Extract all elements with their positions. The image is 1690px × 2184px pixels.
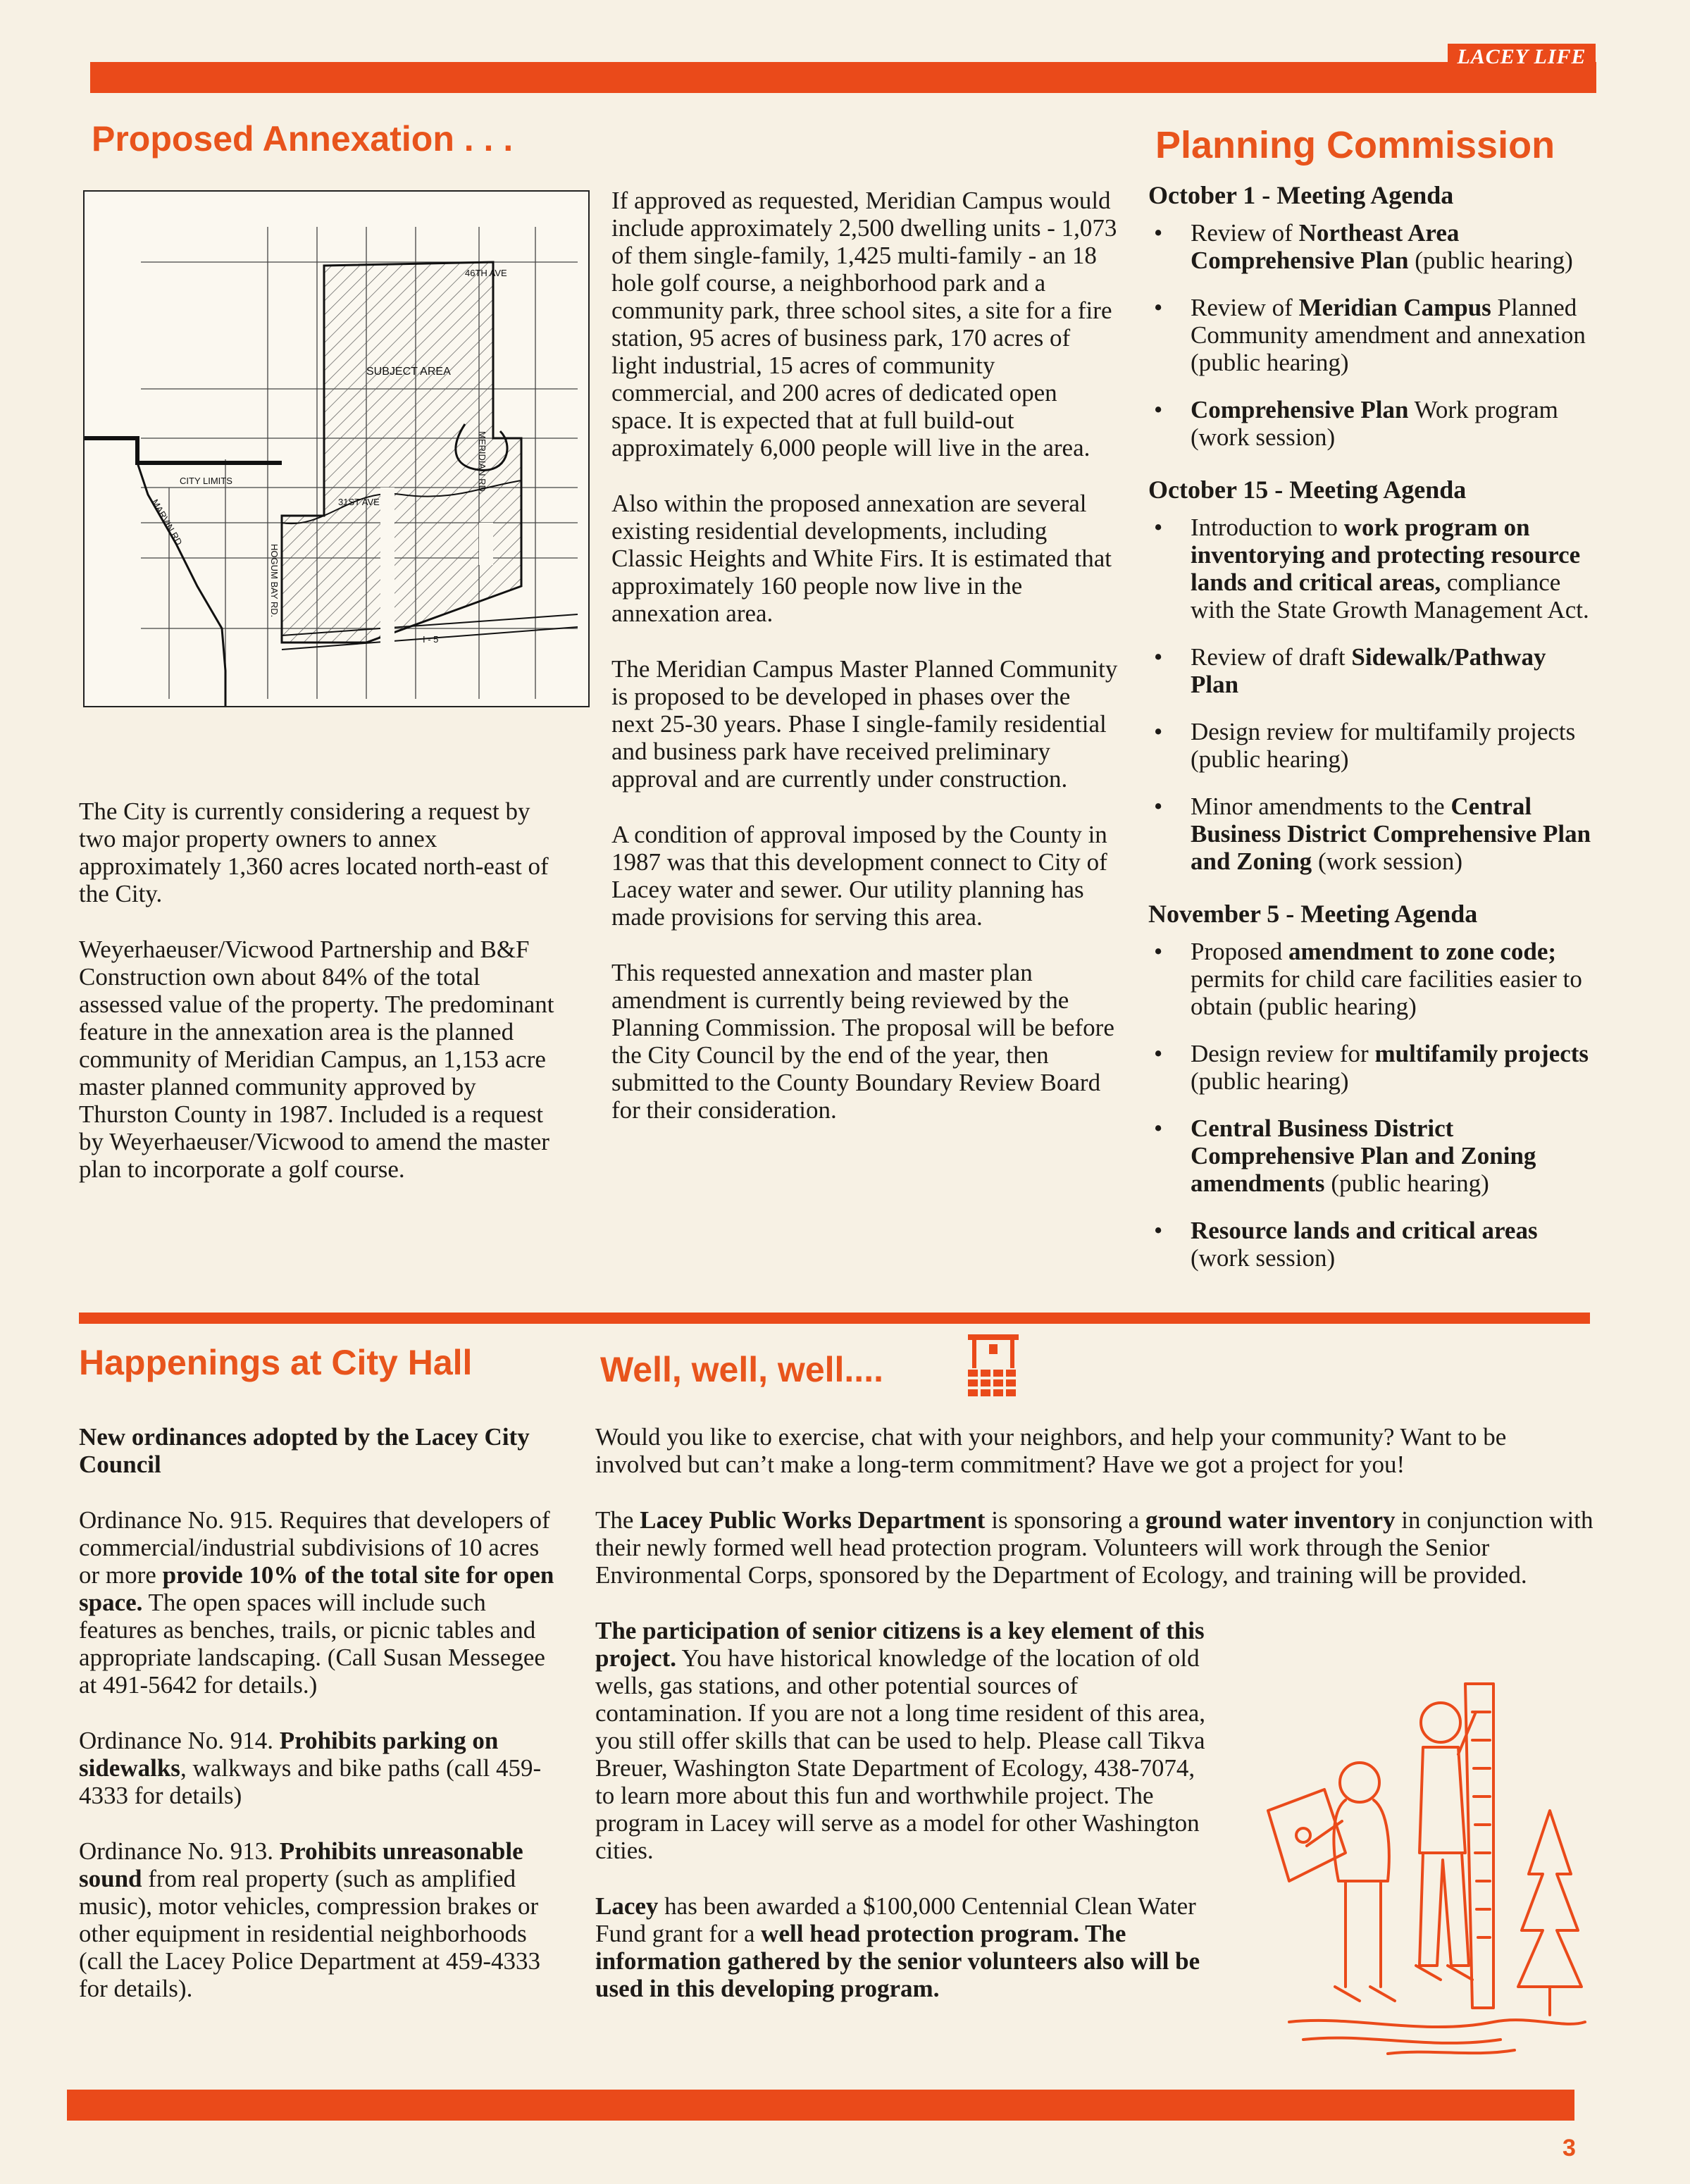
agenda-item-topic: work program on inventorying and protecting resource lands and critical areas,	[1191, 514, 1581, 596]
map-label-46th: 46TH AVE	[465, 268, 507, 278]
annexation-title: Proposed Annexation . . .	[92, 119, 514, 159]
agenda-item-note: compliance with the State Growth Management Act.	[1191, 569, 1589, 623]
agenda-item-topic: Central Business District Comprehensive Plan and Zoning	[1191, 793, 1591, 875]
ordinance-913	[79, 1837, 565, 2002]
ordinance-914-details: , walkways and bike paths (call 459-4333 for details)	[79, 1754, 542, 1809]
annexation-paragraph-4: Also within the proposed annexation are several existing residential developments, including Classic Heights and White Firs. It is estimated that approximately 160 people now live in the annexation area.	[611, 490, 1112, 627]
annexation-paragraph-2: Weyerhaeuser/Vicwood Partnership and B&F Construction own about 84% of the total assessed value of the property. The predominant feature in the annexation area is the planned community of Meridian Campus, an 1,153 acre master planned community approved by Thurston County in 1987. Included is a request by Weyerhaeuser/Vicwood to amend the master plan to incorporate a golf course.	[79, 936, 554, 1183]
annexation-middle-column	[611, 187, 1119, 1152]
ordinance-915	[79, 1506, 565, 1699]
annexation-left-column	[79, 798, 565, 1211]
well-p4-c: well head protection program. The information gathered by the senior volunteers also will be used in this developing program.	[595, 1920, 1200, 2002]
agenda-item-lead: Proposed	[1191, 938, 1289, 965]
agenda-item-lead: Review of	[1191, 294, 1299, 321]
agenda-item-lead: Design review for multifamily projects	[1191, 718, 1576, 745]
ordinance-914-emphasis: Prohibits parking on sidewalks	[79, 1727, 499, 1782]
map-label-hogum: HOGUM BAY RD.	[269, 544, 280, 618]
october-15-title: October 15 - Meeting Agenda	[1148, 476, 1467, 504]
october-1-list	[1148, 219, 1592, 451]
map-label-marvin: MARVIN RD.	[149, 497, 186, 550]
well-p4-b: has been awarded a $100,000 Centennial Clean Water Fund grant for a	[595, 1892, 1196, 1947]
annexation-paragraph-7: This requested annexation and master plan amendment is currently being reviewed by the Planning Commission. The proposal will be before the City Council by the end of the year, then submitted to the County Boundary Review Board for their consideration.	[611, 959, 1114, 1124]
agenda-item-topic: Sidewalk/Pathway Plan	[1191, 643, 1546, 698]
well-paragraph-4	[595, 1892, 1215, 2002]
agenda-item-note: (public hearing)	[1191, 745, 1349, 773]
agenda-item-note: (work session)	[1312, 848, 1463, 875]
ordinance-913-text: Ordinance No. 913.	[79, 1837, 280, 1865]
ordinance-914	[79, 1727, 565, 1809]
bottom-rule	[67, 2090, 1574, 2121]
agenda-item-note: permits for child care facilities easier to obtain (public hearing)	[1191, 965, 1582, 1020]
agenda-item-note: (work session)	[1191, 1244, 1336, 1272]
october-15-list	[1148, 514, 1592, 875]
annexation-paragraph-6: A condition of approval imposed by the County in 1987 was that this development connect to City of Lacey water and sewer. Our utility planning has made provisions for serving this area.	[611, 821, 1107, 931]
agenda-item	[1191, 294, 1592, 376]
agenda-item	[1191, 793, 1592, 875]
well-p3-body: You have historical knowledge of the location of old wells, gas stations, and other potential sources of contamination. If you are not a long time resident of this area, you still offer skills that can be used to help. Please call Tikva Breuer, Washington State Department of Ecology, 438-7074, to learn more about this fun and worthwhile project. The program in Lacey will serve as a model for other Washington cities.	[595, 1644, 1205, 1864]
agenda-item-topic: multifamily projects	[1374, 1040, 1589, 1067]
well-p2-b: Lacey Public Works Department	[640, 1506, 986, 1534]
well-p2-e: in conjunction with their newly formed well head protection program. Volunteers will work through the Senior Environmental Corps, sponsored by the Department of Ecology, and training will be provided.	[595, 1506, 1593, 1589]
agenda-item	[1191, 643, 1592, 698]
cityhall-column	[79, 1423, 565, 2030]
october-1-title: October 1 - Meeting Agenda	[1148, 181, 1454, 209]
agenda-item-note: (public hearing)	[1408, 247, 1573, 274]
map-drawing	[85, 192, 588, 706]
ordinance-915-text: Ordinance No. 915. Requires that developers of commercial/industrial subdivisions of 10 acres or more	[79, 1506, 550, 1589]
agenda-item-lead: Design review for	[1191, 1040, 1375, 1067]
map-label-meridian: MERIDIAN RD.	[477, 431, 487, 495]
agenda-item	[1191, 718, 1592, 773]
annexation-paragraph-1: The City is currently considering a request by two major property owners to annex approximately 1,360 acres located north-east of the City.	[79, 798, 549, 907]
agenda-item-lead: Introduction to	[1191, 514, 1344, 541]
agenda-item-note: (public hearing)	[1191, 1067, 1349, 1095]
planning-column	[1148, 182, 1592, 1297]
agenda-item-topic: Meridian Campus	[1298, 294, 1491, 321]
map-label-31st: 31ST AVE	[338, 497, 380, 507]
agenda-item-topic: Northeast Area Comprehensive Plan	[1191, 219, 1460, 274]
well-paragraph-2	[595, 1506, 1596, 1589]
ordinance-914-text: Ordinance No. 914.	[79, 1727, 280, 1754]
well-icon	[965, 1330, 1021, 1401]
middle-rule	[79, 1313, 1590, 1324]
well-paragraph-3	[595, 1617, 1215, 1864]
annexation-paragraph-3: If approved as requested, Meridian Campus would include approximately 2,500 dwelling units - 1,073 of them single-family, 1,425 multi-family - an 18 hole golf course, a neighborhood park and a community park, three school sites, a site for a fire station, 95 acres of business park, 170 acres of light industrial, 15 acres of community commercial, and 200 acres of dedicated open space. It is expected that at full build-out approximately 6,000 people will live in the area.	[611, 187, 1117, 461]
cityhall-title: Happenings at City Hall	[79, 1343, 473, 1382]
agenda-item-note: Planned Community amendment and annexation (public hearing)	[1191, 294, 1586, 376]
ordinance-915-details: The open spaces will include such features as benches, trails, or picnic tables and appropriate landscaping. (Call Susan Messegee at 491-5642 for details.)	[79, 1589, 545, 1699]
well-p4-a: Lacey	[595, 1892, 659, 1920]
ordinance-913-details: from real property (such as amplified music), motor vehicles, compression brakes or other equipment in residential neighborhoods (call the Lacey Police Department at 459-4333 for details).	[79, 1865, 541, 2002]
top-rule	[90, 62, 1596, 93]
annexation-paragraph-5: The Meridian Campus Master Planned Community is proposed to be developed in phases over the next 25-30 years. Phase I single-family residential and business park have received preliminary approval and are currently under construction.	[611, 655, 1118, 793]
cityhall-subtitle: New ordinances adopted by the Lacey City Council	[79, 1423, 530, 1478]
well-p2-a: The	[595, 1506, 640, 1534]
ordinance-913-emphasis: Prohibits unreasonable sound	[79, 1837, 523, 1892]
agenda-item	[1191, 514, 1592, 623]
agenda-item-topic: amendment to zone code;	[1288, 938, 1557, 965]
agenda-item-note: Work program (work session)	[1191, 396, 1558, 451]
map-label-i5: I - 5	[423, 634, 439, 645]
map-label-city-limits: CITY LIMITS	[180, 476, 232, 486]
agenda-item	[1191, 396, 1592, 451]
agenda-item-note: (public hearing)	[1324, 1169, 1489, 1197]
well-paragraph-1: Would you like to exercise, chat with your neighbors, and help your community? Want to be involved but can’t make a long-term commitment? Have we got a project for you!	[595, 1423, 1507, 1478]
annexation-map	[83, 190, 590, 707]
agenda-item	[1191, 1217, 1592, 1272]
agenda-item	[1191, 938, 1592, 1020]
agenda-item	[1191, 1040, 1592, 1095]
page-number: 3	[1562, 2135, 1576, 2161]
agenda-item-topic: Central Business District Comprehensive Plan and Zoning amendments	[1191, 1115, 1536, 1197]
senior-volunteers-illustration	[1247, 1670, 1592, 2064]
november-5-title: November 5 - Meeting Agenda	[1148, 900, 1478, 928]
agenda-item-topic: Comprehensive Plan	[1191, 396, 1409, 423]
agenda-item-topic: Resource lands and critical areas	[1191, 1217, 1538, 1244]
agenda-item-lead: Review of	[1191, 219, 1299, 247]
well-p3-lead: The participation of senior citizens is a key element of this project.	[595, 1617, 1205, 1672]
well-p2-d: ground water inventory	[1145, 1506, 1396, 1534]
agenda-item	[1191, 1115, 1592, 1197]
map-label-subject-area: SUBJECT AREA	[366, 366, 451, 378]
well-p2-c: is sponsoring a	[985, 1506, 1145, 1534]
ordinance-915-emphasis: provide 10% of the total site for open space.	[79, 1561, 554, 1616]
masthead: LACEY LIFE	[1448, 44, 1596, 70]
agenda-item	[1191, 219, 1592, 274]
well-title: Well, well, well....	[600, 1350, 883, 1389]
agenda-item-lead: Review of draft	[1191, 643, 1352, 671]
agenda-item-lead: Minor amendments to the	[1191, 793, 1451, 820]
planning-title: Planning Commission	[1155, 124, 1555, 166]
november-5-list	[1148, 938, 1592, 1272]
